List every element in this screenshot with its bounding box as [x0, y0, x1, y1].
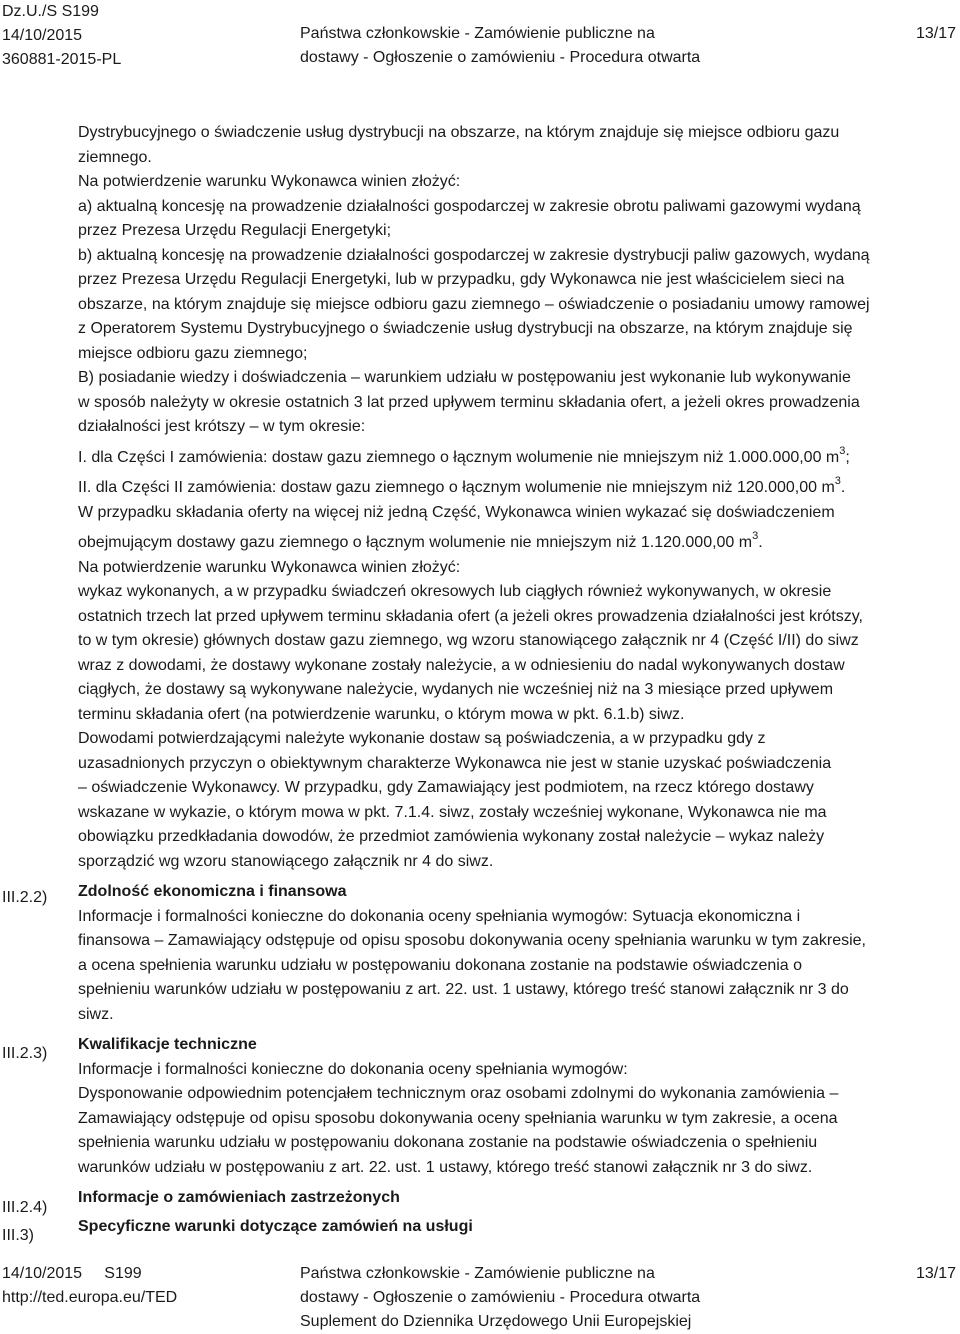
body-line: wraz z dowodami, że dostawy wykonane zostały należycie, a w odniesieniu do nadal wykonywanych dostaw	[78, 656, 845, 674]
body-line: terminu składania ofert (na potwierdzenie warunku, o którym mowa w pkt. 6.1.b) siwz.	[78, 705, 685, 723]
section-number: III.2.3)	[2, 1045, 48, 1062]
body-line: Informacje i formalności konieczne do dokonania oceny spełniania wymogów:	[78, 1060, 628, 1078]
body-line: ciągłych, że dostawy są wykonywane należycie, wydanych nie wcześniej niż na 3 miesiące przed upływem	[78, 681, 834, 698]
section-number: III.2.4)	[2, 1199, 48, 1216]
body-line: Na potwierdzenie warunku Wykonawca winien złożyć:	[78, 558, 461, 576]
header-title-line2: dostawy - Ogłoszenie o zamówieniu - Procedura otwarta	[300, 49, 701, 66]
body-line: finansowa – Zamawiający odstępuje od opisu sposobu dokonywania oceny spełniania warunku w tym zakresie,	[78, 932, 866, 949]
footer-title-line3: Suplement do Dziennika Urzędowego Unii Europejskiej	[300, 1313, 692, 1330]
body-line	[78, 476, 958, 501]
body-line: przez Prezesa Urzędu Regulacji Energetyki;	[78, 222, 392, 239]
body-line: to w tym okresie) głównych dostaw gazu ziemnego, wg wzoru stanowiącego załącznik nr 4 (Część I/II) do siwz	[78, 632, 859, 649]
body-line: Dysponowanie odpowiednim potencjałem technicznym oraz osobami zdolnymi do wykonania zamówienia –	[78, 1085, 839, 1102]
body-line	[78, 531, 958, 556]
body-line: spełnienia warunku udziału w postępowaniu dokonana zostanie na podstawie oświadczenia o spełnieniu	[78, 1134, 818, 1151]
body-line: spełnieniu warunków udziału w postępowaniu z art. 22. ust. 1 ustawy, którego treść stanowi załącznik nr 3 do	[78, 981, 849, 998]
section-number: III.3)	[2, 1227, 35, 1244]
footer-left	[2, 1262, 177, 1310]
section-heading: Zdolność ekonomiczna i finansowa	[78, 883, 347, 900]
body-text: ;	[845, 448, 850, 466]
body-line: a) aktualną koncesję na prowadzenie działalności gospodarczej w zakresie obrotu paliwami gazowymi wydaną	[78, 197, 861, 215]
body-line: z Operatorem Systemu Dystrybucyjnego o świadczenie usług dystrybucji na obszarze, na którym znajduje się	[78, 320, 853, 337]
body-line: obszarze, na którym znajduje się miejsce odbioru gazu ziemnego – oświadczenie o posiadaniu umowy ramowej	[78, 295, 870, 313]
section-heading: Informacje o zamówieniach zastrzeżonych	[78, 1189, 400, 1206]
superscript: 3	[839, 444, 846, 457]
footer-center	[300, 1262, 820, 1334]
header-notice-id: 360881-2015-PL	[2, 51, 122, 68]
page-header	[0, 0, 960, 70]
superscript: 3	[752, 530, 759, 542]
section-heading: Specyficzne warunki dotyczące zamówień na usługi	[78, 1217, 473, 1235]
body-line: uzasadnionych przyczyn o obiektywnym charakterze Wykonawca nie jest w stanie uzyskać poświadczenia	[78, 754, 832, 772]
body-line: ziemnego.	[78, 148, 152, 166]
body-line: przez Prezesa Urzędu Regulacji Energetyki, lub w przypadku, gdy Wykonawca nie jest właścicielem sieci na	[78, 271, 845, 288]
footer-page-number: 13/17	[915, 1265, 956, 1282]
body-text: obejmującym dostawy gazu ziemnego o łącznym wolumenie nie mniejszym niż 1.120.000,00 m	[78, 534, 753, 551]
header-title-line1: Państwa członkowskie - Zamówienie publiczne na	[300, 25, 655, 42]
body-line: obowiązku przedkładania dowodów, że przedmiot zamówienia wykonany został należycie – wykaz należy	[78, 828, 825, 845]
body-line: a ocena spełnienia warunku udziału w postępowaniu dokonana zostanie na podstawie oświadczenia o	[78, 956, 803, 974]
body-line: wykaz wykonanych, a w przypadku świadczeń okresowych lub ciągłych również wykonywanych, w okresie	[78, 583, 832, 600]
body-line: Na potwierdzenie warunku Wykonawca winien złożyć:	[78, 173, 461, 190]
body-line: warunków udziału w postępowaniu z art. 22. ust. 1 ustawy, którego treść stanowi załącznik nr 3 do siwz.	[78, 1158, 813, 1176]
body-line: – oświadczenie Wykonawcy. W przypadku, gdy Zamawiający jest podmiotem, na rzecz którego dostawy	[78, 779, 814, 796]
body-text: .	[840, 479, 846, 496]
body-line: działalności jest krótszy – w tym okresie:	[78, 418, 366, 435]
body-line: b) aktualną koncesję na prowadzenie działalności gospodarczej w zakresie dystrybucji paliw gazowych, wydaną	[78, 246, 870, 264]
body-line: Zamawiający odstępuje od opisu sposobu dokonywania oceny spełniania warunku w tym zakresie, a ocena	[78, 1109, 838, 1127]
header-center	[300, 22, 800, 70]
body-line	[78, 446, 958, 471]
body-line: Informacje i formalności konieczne do dokonania oceny spełniania wymogów: Sytuacja ekonomiczna i	[78, 907, 801, 925]
body-line: siwz.	[78, 1005, 114, 1023]
body-line: wskazane w wykazie, o którym mowa w pkt. 7.1.4. siwz, zostały wcześniej wykonane, Wykonawca nie ma	[78, 803, 827, 821]
body-line: ostatnich trzech lat przed upływem terminu składania ofert (a jeżeli okres prowadzenia działalności jest krótszy,	[78, 607, 863, 625]
body-line: Dystrybucyjnego o świadczenie usług dystrybucji na obszarze, na którym znajduje się miejsce odbioru gazu	[78, 124, 840, 141]
footer-url: http://ted.europa.eu/TED	[2, 1289, 178, 1306]
body-text: I. dla Części I zamówienia: dostaw gazu ziemnego o łącznym wolumenie nie mniejszym niż 1.000.000,00 m	[78, 448, 840, 466]
superscript: 3	[834, 475, 841, 487]
body-line: w sposób należyty w okresie ostatnich 3 lat przed upływem terminu składania ofert, a jeżeli okres prowadzenia	[78, 393, 860, 411]
header-journal-ref: Dz.U./S S199	[2, 3, 99, 20]
body-line: B) posiadanie wiedzy i doświadczenia – warunkiem udziału w postępowaniu jest wykonanie lub wykonywanie	[78, 369, 851, 386]
header-page-number: 13/17	[915, 25, 956, 42]
page-footer	[0, 1262, 960, 1334]
header-date: 14/10/2015	[2, 27, 83, 44]
body-line: W przypadku składania oferty na więcej niż jedną Część, Wykonawca winien wykazać się doświadczeniem	[78, 503, 835, 521]
document-body	[78, 121, 958, 1239]
section-heading: Kwalifikacje techniczne	[78, 1036, 257, 1053]
footer-title-line2: dostawy - Ogłoszenie o zamówieniu - Procedura otwarta	[300, 1289, 701, 1306]
body-text: .	[758, 534, 763, 551]
body-line: Dowodami potwierdzającymi należyte wykonanie dostaw są poświadczenia, a w przypadku gdy z	[78, 730, 766, 747]
body-text: II. dla Części II zamówienia: dostaw gazu ziemnego o łącznym wolumenie nie mniejszym niż 120.000,00 m	[78, 479, 835, 496]
body-line: sporządzić wg wzoru stanowiącego załącznik nr 4 do siwz.	[78, 852, 494, 870]
footer-date-issue: 14/10/2015 S199	[2, 1265, 142, 1282]
body-line: miejsce odbioru gazu ziemnego;	[78, 344, 308, 362]
section-number: III.2.2)	[2, 889, 48, 906]
footer-title-line1: Państwa członkowskie - Zamówienie publiczne na	[300, 1265, 655, 1282]
header-left	[2, 0, 121, 72]
